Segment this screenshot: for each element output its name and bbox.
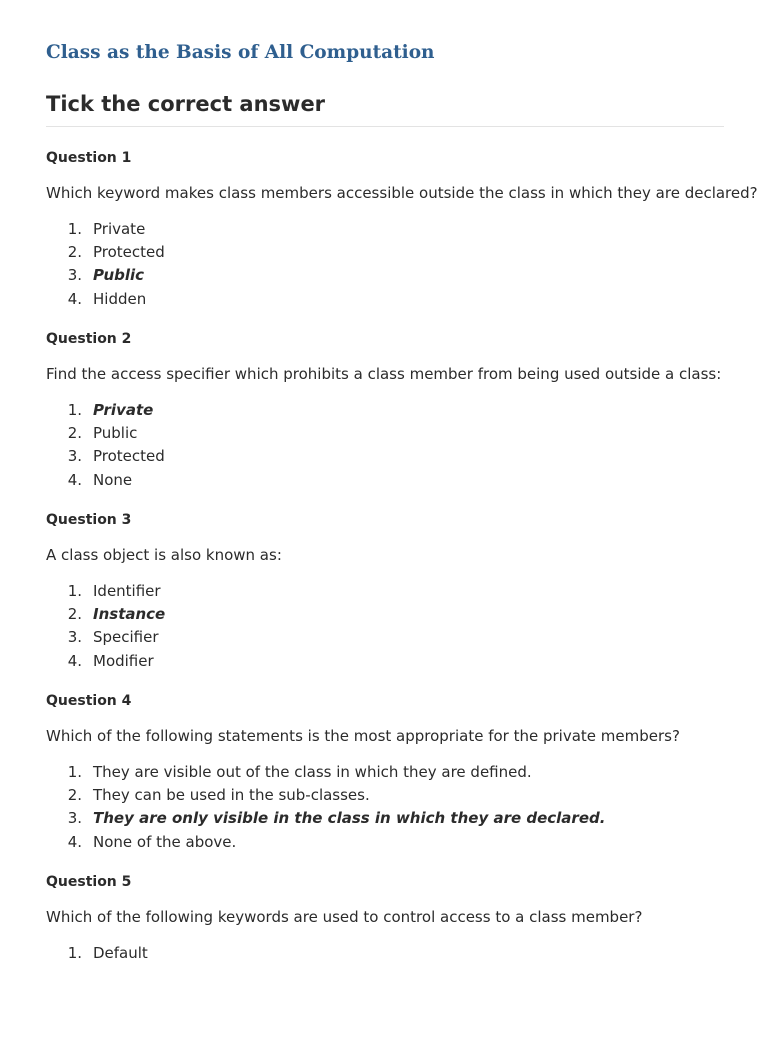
option-number: 2.: [67, 605, 82, 624]
option-number: 4.: [67, 470, 82, 489]
question-2: [46, 329, 724, 510]
option-number: 1.: [67, 944, 82, 962]
option-text: Protected: [93, 447, 165, 466]
option-number: 1.: [67, 763, 82, 781]
question-label: Question 1: [46, 150, 132, 166]
option-number: 3.: [67, 266, 82, 285]
section-heading: Tick the correct answer: [46, 92, 326, 116]
option-text: None: [93, 470, 133, 489]
option-number: 2.: [67, 243, 82, 262]
question-1: [46, 148, 758, 329]
option-number: 4.: [67, 832, 82, 851]
option-number: 4.: [67, 289, 82, 308]
option-text: They are only visible in the class in which they are declared.: [93, 809, 606, 828]
chapter-title: Class as the Basis of All Computation: [46, 42, 435, 63]
option-number: 3.: [67, 447, 82, 466]
option-text: They are visible out of the class in which they are defined.: [93, 763, 532, 781]
question-text: Find the access specifier which prohibits a class member from being used outside a class:: [46, 365, 722, 383]
option-text: Modifier: [93, 651, 154, 670]
question-label: Question 3: [46, 512, 132, 528]
option-text: Identifier: [93, 582, 161, 600]
question-label: Question 5: [46, 874, 132, 890]
question-label: Question 4: [46, 693, 132, 709]
option-number: 4.: [67, 651, 82, 670]
question-label: Question 2: [46, 331, 132, 347]
option-number: 1.: [67, 582, 82, 600]
option-text: They can be used in the sub-classes.: [93, 786, 370, 805]
option-text: Private: [93, 401, 154, 419]
option-text: None of the above.: [93, 832, 237, 851]
question-text: Which of the following statements is the most appropriate for the private members?: [46, 727, 680, 745]
question-3: [46, 510, 724, 691]
heading-divider: [46, 126, 724, 127]
option-number: 2.: [67, 786, 82, 805]
question-list: [46, 148, 758, 1053]
question-text: A class object is also known as:: [46, 546, 282, 564]
option-text: Default: [93, 944, 148, 962]
option-text: Instance: [93, 605, 166, 624]
question-text: Which keyword makes class members accessible outside the class in which they are declared?: [46, 184, 758, 202]
option-text: Protected: [93, 243, 165, 262]
option-text: Public: [93, 266, 145, 285]
option-number: 1.: [67, 220, 82, 238]
option-text: Public: [93, 424, 138, 443]
option-text: Private: [93, 220, 146, 238]
question-5: [46, 872, 724, 1053]
option-number: 1.: [67, 401, 82, 419]
option-text: Specifier: [93, 628, 159, 647]
question-4: [46, 691, 724, 872]
option-number: 3.: [67, 809, 82, 828]
option-number: 2.: [67, 424, 82, 443]
option-number: 3.: [67, 628, 82, 647]
question-text: Which of the following keywords are used to control access to a class member?: [46, 908, 643, 926]
option-text: Hidden: [93, 289, 147, 308]
